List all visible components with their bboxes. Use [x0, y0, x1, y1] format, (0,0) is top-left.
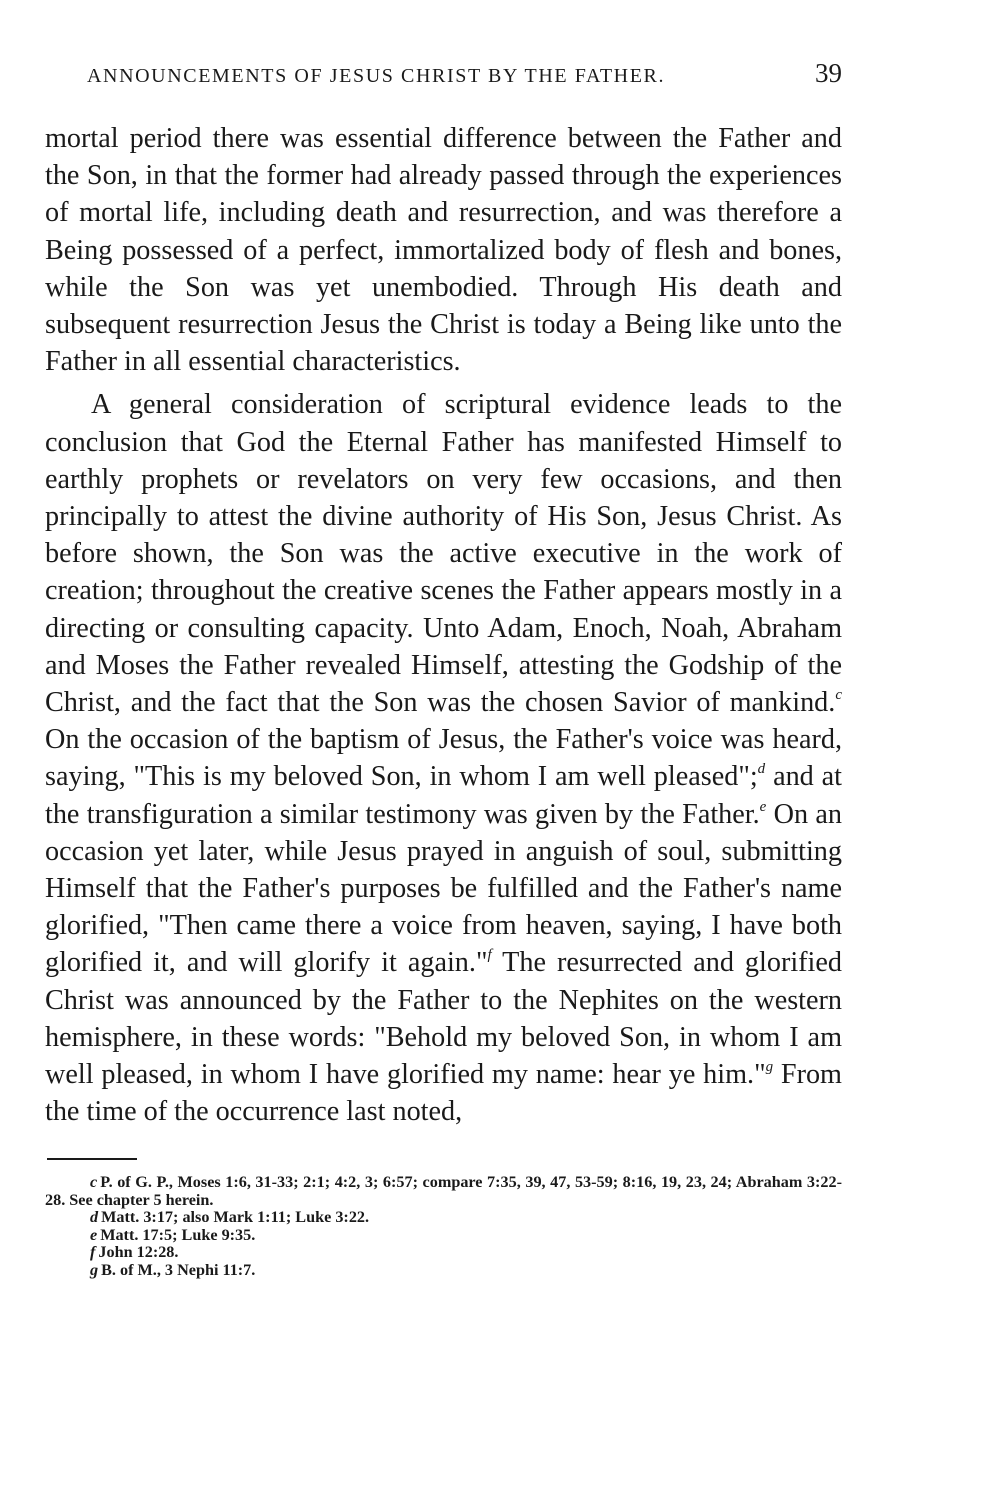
footnote-ref-d: d — [757, 761, 766, 778]
footnote-ref-f: f — [487, 947, 492, 964]
footnote-text: John 12:28. — [98, 1243, 179, 1262]
paragraph-1: mortal period there was essential difference between the Father and the Son, in that the former had already passed through the experiences of mortal life, including death and resurrection, and was therefore a Being possessed of a perfect, immortalized body of flesh and bones, while the Son was yet unembodied. Through His death and subsequent resurrection Jesus the Christ is today a Being like unto the Father in all essential characteristics. — [45, 123, 842, 378]
paragraph-2-part-e: The resurrected and glorified Christ was announced by the Father to the Nephites on the western hemisphere, in these words: "Behold my beloved Son, in whom I am well pleased, in whom I have glorified my name: hear ye him." — [45, 947, 842, 1091]
footnote-mark: c — [90, 1173, 98, 1192]
paragraph-2 — [45, 386, 842, 1130]
footnote-ref-g: g — [765, 1059, 774, 1076]
page-number: 39 — [815, 58, 842, 88]
paragraph-2-part-b: On the occasion of the baptism of Jesus, the Father's voice was heard, saying, "This is my beloved Son, in whom I am well pleased"; — [45, 724, 842, 793]
footnote-mark: e — [90, 1225, 98, 1244]
chapter-title: ANNOUNCEMENTS OF JESUS CHRIST BY THE FATHER. — [87, 65, 666, 87]
book-page — [45, 58, 842, 1279]
footnotes — [45, 1174, 842, 1279]
footnote-mark: d — [90, 1208, 99, 1227]
footnote-d — [45, 1209, 842, 1227]
footnote-ref-c: c — [835, 687, 842, 704]
footnote-f — [45, 1244, 842, 1262]
paragraph-2-part-f: From the time of the occurrence last noted, — [45, 1059, 842, 1128]
footnote-text: Matt. 3:17; also Mark 1:11; Luke 3:22. — [101, 1208, 370, 1227]
footnote-ref-e: e — [759, 798, 767, 815]
footnote-g — [45, 1262, 842, 1280]
footnote-c — [45, 1174, 842, 1209]
running-head — [87, 58, 842, 98]
footnote-divider — [47, 1158, 137, 1160]
footnote-mark: g — [90, 1260, 99, 1279]
footnote-text: Matt. 17:5; Luke 9:35. — [100, 1225, 256, 1244]
footnote-mark: f — [90, 1243, 96, 1262]
body-text — [45, 120, 842, 1130]
footnote-text: P. of G. P., Moses 1:6, 31-33; 2:1; 4:2, 3; 6:57; compare 7:35, 39, 47, 53-59; 8:16, 19, 23, 24; Abraham 3:22-28. See chapter 5 herein. — [45, 1173, 842, 1209]
paragraph-2-part-a: A general consideration of scriptural evidence leads to the conclusion that God the Eternal Father has manifested Himself to earthly prophets or revelators on very few occasions, and then principally to attest the divine authority of His Son, Jesus Christ. As before shown, the Son was the active executive in the work of creation; throughout the creative scenes the Father appears mostly in a directing or consulting capacity. Unto Adam, Enoch, Noah, Abraham and Moses the Father revealed Himself, attesting the Godship of the Christ, and the fact that the Son was the chosen Savior of mankind. — [45, 389, 842, 719]
paragraph-2-part-c: and at the transfiguration a similar testimony was given by the Father. — [45, 761, 843, 830]
paragraph-2-part-d: On an occasion yet later, while Jesus prayed in anguish of soul, submitting Himself that the Father's purposes be fulfilled and the Father's name glorified, "Then came there a voice from heaven, saying, I have both glorified it, and will glorify it again." — [45, 798, 842, 979]
footnote-text: B. of M., 3 Nephi 11:7. — [101, 1260, 256, 1279]
footnote-e — [45, 1227, 842, 1245]
